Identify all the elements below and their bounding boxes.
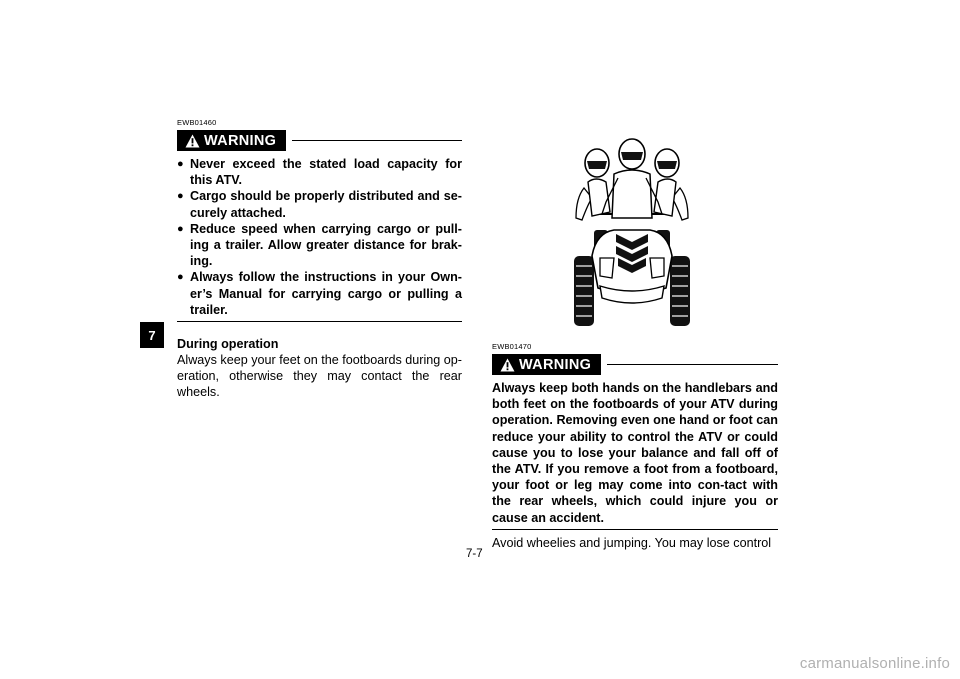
bullet-text: Cargo should be properly distributed and se-curely attached.	[190, 189, 462, 220]
warning-rule	[292, 140, 462, 141]
warning-code: EWB01460	[177, 118, 217, 127]
warning-header	[177, 130, 462, 151]
warning-triangle-icon	[500, 358, 515, 372]
right-column	[492, 342, 778, 551]
warning-header	[492, 354, 778, 375]
warning-code: EWB01470	[492, 342, 532, 351]
bullet-item	[177, 269, 462, 318]
atv-riders-illustration	[566, 138, 698, 328]
warning-badge	[492, 354, 601, 375]
bullet-item	[177, 156, 462, 188]
bullet-icon: ●	[177, 190, 184, 203]
chapter-tab: 7	[140, 322, 164, 348]
bullet-text: Reduce speed when carrying cargo or pull-ing a trailer. Allow greater distance for brak-ing.	[190, 221, 462, 269]
body-text: Avoid wheelies and jumping. You may lose control	[492, 535, 772, 550]
watermark: carmanualsonline.info	[799, 655, 950, 672]
bullet-icon: ●	[177, 271, 184, 284]
section-heading: During operation	[177, 337, 279, 352]
page-number: 7-7	[466, 548, 483, 560]
warning-label: WARNING	[204, 132, 277, 149]
section-text: Always keep your feet on the footboards during op-eration, otherwise they may contact the rear wheels.	[177, 353, 462, 400]
bullet-item	[177, 188, 462, 220]
warning-triangle-icon	[185, 134, 200, 148]
bullet-icon: ●	[177, 158, 184, 170]
bullet-item	[177, 221, 462, 270]
bullet-text: Never exceed the stated load capacity for this ATV.	[190, 157, 462, 188]
warning-label: WARNING	[519, 356, 592, 373]
warning-text: Always keep both hands on the handlebars and both feet on the footboards of your ATV during operation. Removing even one hand or foot can reduce your ability to control the ATV or could cause you to lose your balance and fall off of the ATV. If you remove a foot from a footboard, your foot or leg may come into con-tact with the rear wheels, which could injure you or cause an accident.	[492, 381, 778, 525]
warning-end-rule	[177, 321, 462, 322]
warning-bullets	[177, 156, 462, 318]
warning-badge	[177, 130, 286, 151]
warning-rule	[607, 364, 778, 365]
left-column	[177, 118, 462, 401]
bullet-text: Always follow the instructions in your Own-er’s Manual for carrying cargo or pulling a trailer.	[190, 270, 462, 317]
warning-end-rule	[492, 529, 778, 530]
bullet-icon: ●	[177, 222, 184, 235]
